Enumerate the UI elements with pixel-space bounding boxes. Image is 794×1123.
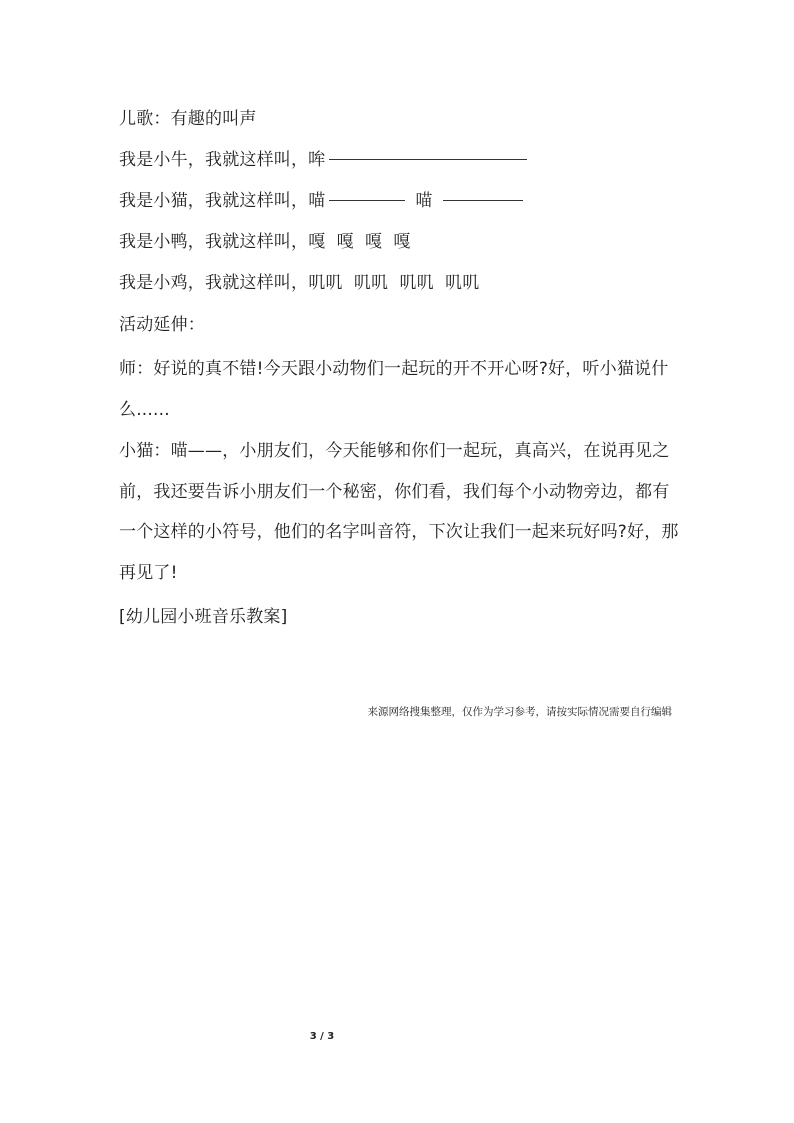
- teacher-paragraph: 师：好说的真不错!今天跟小动物们一起玩的开不开心呀?好，听小猫说什么......: [119, 359, 669, 420]
- footer-note: 来源网络搜集整理，仅作为学习参考，请按实际情况需要自行编辑: [367, 706, 672, 718]
- song-line-mid-text: 喵: [415, 191, 433, 211]
- extension-heading: 活动延伸：: [119, 315, 205, 335]
- song-line-cat: [119, 190, 529, 212]
- song-line-text: 我是小牛，我就这样叫，哞: [119, 150, 326, 170]
- blank-line: [329, 159, 527, 160]
- lesson-tag: [幼儿园小班音乐教案]: [119, 607, 288, 627]
- song-title: 儿歌：有趣的叫声: [119, 109, 257, 129]
- cat-paragraph: 小猫：喵——，小朋友们，今天能够和你们一起玩，真高兴，在说再见之前，我还要告诉小朋友们一个秘密，你们看，我们每个小动物旁边，都有一个这样的小符号，他们的名字叫音符，下次让我们一起来玩好吗?好，那再见了!: [119, 441, 679, 583]
- song-line-duck: [119, 231, 411, 253]
- song-line-text: 我是小鸡，我就这样叫，叽叽 叽叽 叽叽 叽叽: [119, 273, 480, 293]
- song-line-cow: [119, 149, 533, 171]
- page-number: 3 / 3: [309, 1031, 335, 1042]
- song-line-chick: [119, 272, 479, 294]
- blank-line: [443, 200, 523, 201]
- song-line-text: 我是小猫，我就这样叫，喵: [119, 191, 326, 211]
- blank-line: [329, 200, 405, 201]
- song-line-text: 我是小鸭，我就这样叫，嘎 嘎 嘎 嘎: [119, 232, 411, 252]
